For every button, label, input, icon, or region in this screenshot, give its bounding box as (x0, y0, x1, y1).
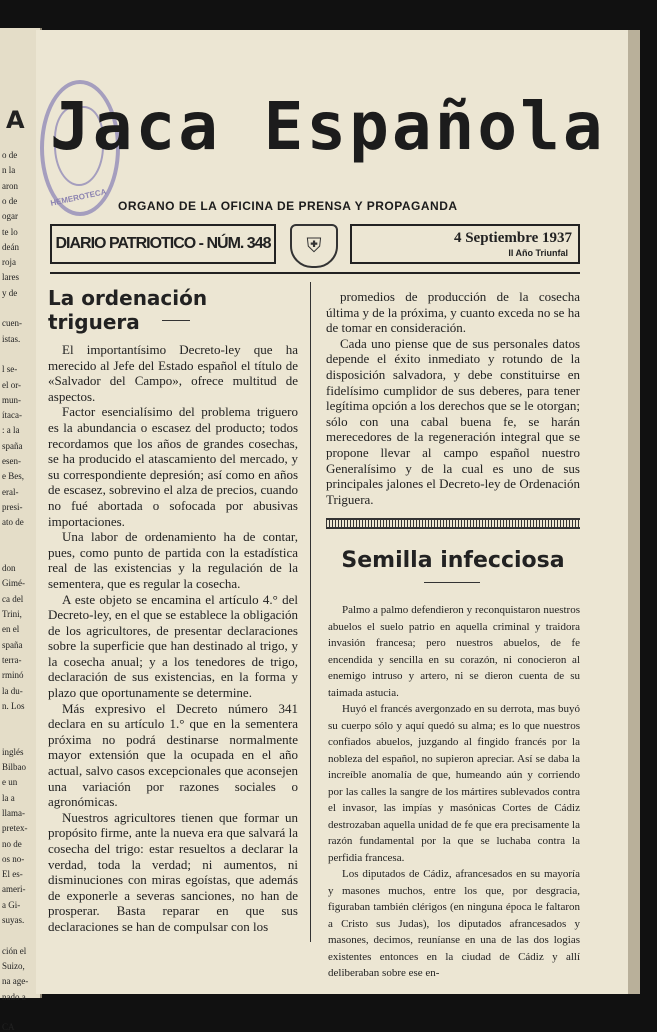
left-page-line: o de (2, 150, 18, 160)
left-page-line: el or- (2, 379, 22, 390)
paragraph: Huyó el francés avergonzado en su derrota, mas buyó su cuerpo sólo y aquí quedó su alma; es lo que nuestros confiados abuelos, juzgando al fingido francés por la nobleza del español, no supieron apreciar. Así se daba la increíble anomalía de que, humeando aún y corriendo por las calles la sangre de los mártires sublevados contra el invasor, las impías y masónicas Cortes de Cádiz destrozaban aquella unidad de fe que era precisamente la razón fundamental por la que se luchaba contra la perfidia francesa. (328, 703, 580, 864)
left-page-line: en el (2, 624, 20, 635)
newspaper-title: Jaca Española (50, 88, 606, 165)
left-page-line: eral- (2, 486, 19, 497)
article-headline: La ordenación triguera (48, 286, 208, 334)
paragraph: Cada uno piense que de sus personales datos depende el éxito inmediato y rotundo de la disposición salvadora, y debe constituirse en fidelísimo cumplidor de sus deberes, para tener legítima opción a los derechos que se le otorgan; sólo con una cabal buena fe, se harán merecedores de la regeneración integral que se propone llevar al campo español nuestro Generalísimo y de la cual es uno de sus principales jalones el Decreto-ley de Ordenación Triguera. (326, 335, 580, 507)
article-column-3 (328, 602, 580, 982)
left-page-line: lares (2, 272, 19, 283)
article-column-2 (326, 289, 580, 507)
article-headline-2: Semilla infecciosa (341, 548, 565, 573)
left-page-line: la a (2, 792, 15, 803)
left-page-line: presi- (2, 501, 23, 512)
left-page-line: istas. (2, 333, 21, 344)
left-page-line: a Gi- (2, 899, 21, 910)
left-page-line: y de (2, 287, 18, 298)
paragraph: Nuestros agricultores tienen que formar un propósito firme, ante la nueva era que salvará la cosecha del trigo: estar resueltos a declarar la verdad, toda la verdad; ni aumentos, ni disminuciones con miras egoístas, que además de exponerle a severas sanciones, no han de prosperar. Basta reparar en que sus declaraciones se han de compulsar con los (48, 809, 298, 934)
left-page-line: : a la (2, 425, 20, 436)
headline-underline (162, 320, 190, 321)
left-page-line: aron (2, 180, 18, 191)
left-page-line: ca del (2, 593, 24, 604)
left-page-line: rminó (2, 670, 24, 681)
left-page-line: Suizo, (2, 960, 25, 971)
left-page-line: CA (2, 1022, 15, 1032)
left-page-line: ogar (2, 211, 18, 222)
left-page-line: roja (2, 257, 16, 268)
left-page-line: l se- (2, 364, 18, 375)
left-page-line: mun- (2, 394, 21, 405)
left-page-line: e un (2, 777, 18, 788)
left-page-line: na age- (2, 976, 29, 987)
left-page-line: la du- (2, 685, 23, 696)
section-divider (326, 518, 580, 529)
left-page-line: ato de (2, 517, 24, 528)
left-page-line: ción el (2, 945, 27, 956)
paragraph: A este objeto se encamina el artículo 4.° del Decreto-ley, en el que se establece la obligación de los agricultores, de presentar declaraciones sobre la superficie que han destinado al trigo, y la cosecha anual; y a los tenedores de trigo, declaración de sus existencias, en la forma y plazo que oportunamente se determine. (48, 591, 298, 701)
left-page-line: ítaca- (2, 410, 22, 421)
coat-of-arms-icon: ⛨ (290, 224, 338, 268)
paragraph: Una labor de ordenamiento ha de contar, pues, como punto de partida con la estadística real de las existencias y la regulación de la sementera, que es regular la cosecha. (48, 529, 298, 591)
left-page-line: te lo (2, 226, 18, 237)
left-page-line: spaña (2, 639, 23, 650)
paragraph: Más expresivo el Decreto número 341 declara en su artículo 1.° que en la sementera próxima no podrá destinarse normalmente mayor extensión que la ocupada en el año actual, salvo casos excepcionales que aconsejen una variación por razones sociales o agronómicas. (48, 700, 298, 810)
article-column-1 (48, 342, 298, 935)
issue-number-box: DIARIO PATRIOTICO - NÚM. 348 (50, 224, 276, 264)
left-page-line: pretex- (2, 823, 28, 834)
left-page-line: Gimé- (2, 578, 25, 589)
left-page-line: inglés (2, 746, 24, 757)
paragraph: El importantísimo Decreto-ley que ha merecido al Jefe del Estado español el título de «Salvador del Campo», ofrece multitud de aspectos. (48, 342, 298, 404)
headline-underline-2 (424, 582, 480, 583)
issue-date: 4 Septiembre 1937 (453, 230, 572, 246)
left-page-line: Trini, (2, 609, 22, 619)
left-page-big-letter: A (6, 106, 25, 134)
left-page-line: El es- (2, 869, 23, 880)
newspaper-subtitle: ORGANO DE LA OFICINA DE PRENSA Y PROPAGANDA (118, 199, 458, 213)
left-page-line: don (2, 563, 16, 574)
paragraph: Factor esencialísimo del problema triguero es la abundancia o escasez del producto; todos recordamos que los años de grandes cosechas, se ha producido el atascamiento del mercado, y su correspondiente depresión; así como en años de escasez, sobrevino el alza de precios, cuando no fué abortada o sofocada por abusivas importaciones. (48, 404, 298, 529)
left-page-line: n la (2, 165, 16, 176)
left-page-line: suyas. (2, 915, 25, 925)
left-page-line: ameri- (2, 884, 26, 895)
left-page-line: no de (2, 838, 22, 849)
date-box (350, 224, 580, 264)
paragraph: Los diputados de Cádiz, afrancesados en su mayoría y masones muchos, entre los que, por desgracia, figuraban también clérigos (en ninguna época le faltaron a Cristo sus Judas), los diputados afrancesados y masones, decimos, reuníanse en una de las dos logias existentes entonces en la ciudad de Cádiz y allí deliberaban sobre ese en- (328, 868, 580, 979)
paragraph: promedios de producción de la cosecha última y de la próxima, y cuanto exceda no se ha de tomar en consideración. (326, 289, 580, 336)
left-page-line: spaña (2, 440, 23, 451)
masthead-rule (50, 272, 580, 274)
left-page-line: llama- (2, 807, 25, 818)
left-page-line: deán (2, 241, 19, 252)
left-page-line: n. Los (2, 700, 25, 711)
left-page-line: o de (2, 195, 18, 206)
left-page-line: Bilbao (2, 762, 26, 772)
left-page-line: esen- (2, 456, 21, 466)
left-page-line: os no- (2, 853, 25, 864)
library-stamp-icon: HEMEROTECA (40, 80, 120, 216)
column-rule (310, 282, 311, 942)
left-page-line: cuen- (2, 318, 22, 329)
issue-year: II Año Triunfal (508, 248, 568, 258)
page-edge (628, 30, 640, 994)
paragraph: Palmo a palmo defendieron y reconquistaron nuestros abuelos el suelo patrio en aquella criminal y traidora invasión francesa; pero nuestros abuelos, de fe encendida y sencilla en su corazón, ni conocieron al enemigo intruso y artero, ni se dieron cuenta de su taimada astucia. (328, 604, 580, 699)
left-page-line: terra- (2, 654, 22, 665)
left-page-line: e Bes, (2, 471, 24, 482)
left-page-line: nado a (2, 991, 26, 1002)
